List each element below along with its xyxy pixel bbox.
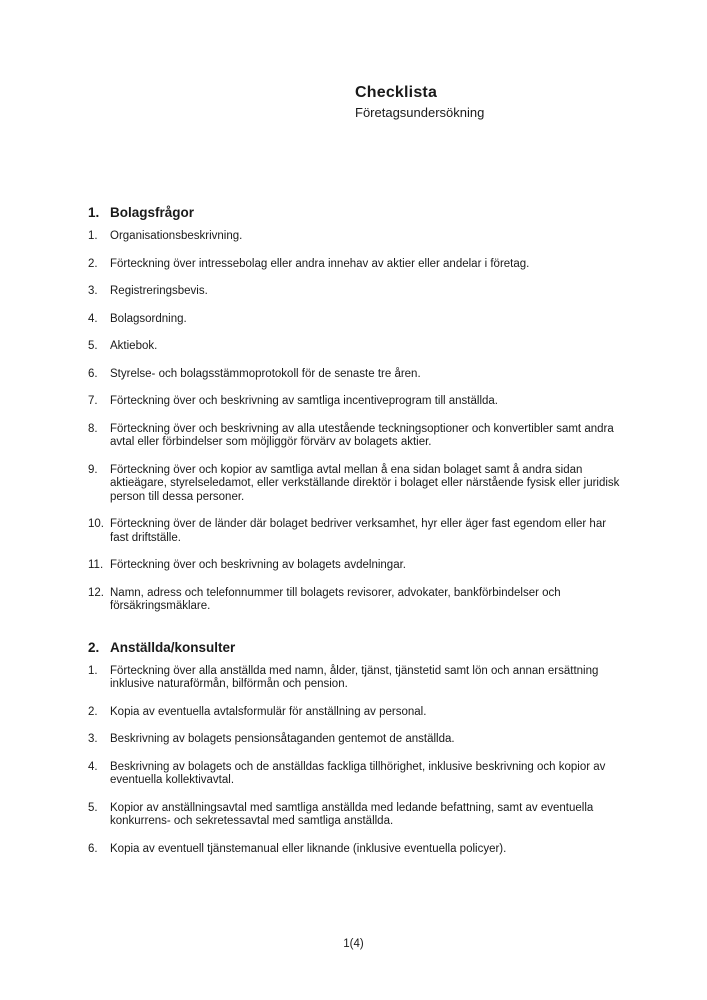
- section-heading: [88, 205, 622, 221]
- list-item-number: 9.: [88, 463, 98, 476]
- list-item: [88, 285, 622, 299]
- list-item: [88, 258, 622, 272]
- list-item: [88, 368, 622, 382]
- list-item-number: 2.: [88, 257, 98, 270]
- list-item: [88, 518, 622, 545]
- list-item: [88, 464, 622, 505]
- list-item-text: Namn, adress och telefonnummer till bolagets revisorer, advokater, bankförbindelser och försäkringsmäklare.: [110, 586, 561, 612]
- list-item-text: Kopia av eventuella avtalsformulär för anställning av personal.: [110, 705, 427, 718]
- document-body: [88, 205, 622, 870]
- list-item-text: Förteckning över och beskrivning av alla utestående teckningsoptioner och konvertibler samt andra avtal eller förbindelser som möjliggör förvärv av bolagets aktier.: [110, 422, 614, 448]
- list-item: [88, 423, 622, 450]
- list-item-number: 4.: [88, 760, 98, 773]
- section-number: 1.: [88, 205, 100, 220]
- list-item-number: 3.: [88, 733, 98, 745]
- list-item-text: Förteckning över intressebolag eller andra innehav av aktier eller andelar i företag.: [110, 257, 530, 270]
- list-item-number: 12.: [88, 586, 104, 599]
- list-item-text: Kopia av eventuell tjänstemanual eller liknande (inklusive eventuella policyer).: [110, 842, 507, 855]
- document-subtitle: Företagsundersökning: [355, 105, 485, 120]
- list-item-number: 6.: [88, 842, 98, 855]
- list-item-number: 7.: [88, 395, 98, 407]
- list-item-text: Registreringsbevis.: [110, 285, 208, 297]
- list-item-text: Förteckning över och beskrivning av samtliga incentiveprogram till anställda.: [110, 395, 498, 407]
- list-item-number: 5.: [88, 801, 98, 814]
- list-item: [88, 313, 622, 327]
- list-item-number: 5.: [88, 340, 98, 352]
- list-item-text: Förteckning över de länder där bolaget bedriver verksamhet, hyr eller äger fast egendom eller har fast driftställe.: [110, 518, 607, 544]
- list-item: [88, 802, 622, 829]
- list-item: [88, 843, 622, 857]
- list-item-text: Kopior av anställningsavtal med samtliga anställda med ledande befattning, samt av eventuella konkurrens- och sekretessavtal med samtliga anställda.: [110, 801, 594, 827]
- list-item: [88, 587, 622, 614]
- section-number: 2.: [88, 639, 100, 655]
- list-item: [88, 340, 622, 354]
- list-item-number: 4.: [88, 312, 98, 325]
- list-item-text: Beskrivning av bolagets och de anställdas fackliga tillhörighet, inklusive beskrivning och kopior av eventuella kollektivavtal.: [110, 760, 606, 786]
- list-item-number: 1.: [88, 230, 98, 242]
- page-number: 1(4): [343, 938, 364, 950]
- list-item: [88, 665, 622, 692]
- section-heading: [88, 640, 622, 656]
- list-item: [88, 230, 622, 244]
- list-item-number: 3.: [88, 285, 98, 297]
- list-item: [88, 559, 622, 573]
- list-item-number: 6.: [88, 367, 98, 380]
- list-item: [88, 733, 622, 747]
- section-title: Anställda/konsulter: [110, 639, 236, 655]
- list-item-text: Organisationsbeskrivning.: [110, 230, 243, 242]
- list-item: [88, 761, 622, 788]
- list-item-text: Förteckning över och kopior av samtliga avtal mellan å ena sidan bolaget samt å andra sidan aktieägare, styrelseledamot, eller verkställande direktör i bolaget eller närstående fysisk eller juridisk person till dessa personer.: [110, 463, 620, 503]
- list-item-text: Förteckning över och beskrivning av bolagets avdelningar.: [110, 559, 406, 571]
- list-item-text: Bolagsordning.: [110, 312, 187, 325]
- section-title: Bolagsfrågor: [110, 205, 195, 220]
- list-item-number: 2.: [88, 705, 98, 718]
- list-item-text: Förteckning över alla anställda med namn, ålder, tjänst, tjänstetid samt lön och annan ersättning inklusive naturaförmån, bilförmån och pension.: [110, 664, 599, 690]
- list-item-number: 1.: [88, 664, 98, 677]
- section-1: [88, 205, 622, 614]
- list-item-number: 10.: [88, 518, 104, 530]
- list-item-text: Aktiebok.: [110, 340, 158, 352]
- list-item: [88, 706, 622, 720]
- list-item: [88, 395, 622, 409]
- list-item-number: 11.: [88, 559, 104, 571]
- document-title: Checklista: [355, 84, 438, 101]
- list-item-text: Styrelse- och bolagsstämmoprotokoll för de senaste tre åren.: [110, 367, 421, 380]
- list-item-number: 8.: [88, 422, 98, 435]
- list-item-text: Beskrivning av bolagets pensionsåtaganden gentemot de anställda.: [110, 733, 455, 745]
- section-2: [88, 640, 622, 857]
- title-block: [355, 83, 484, 121]
